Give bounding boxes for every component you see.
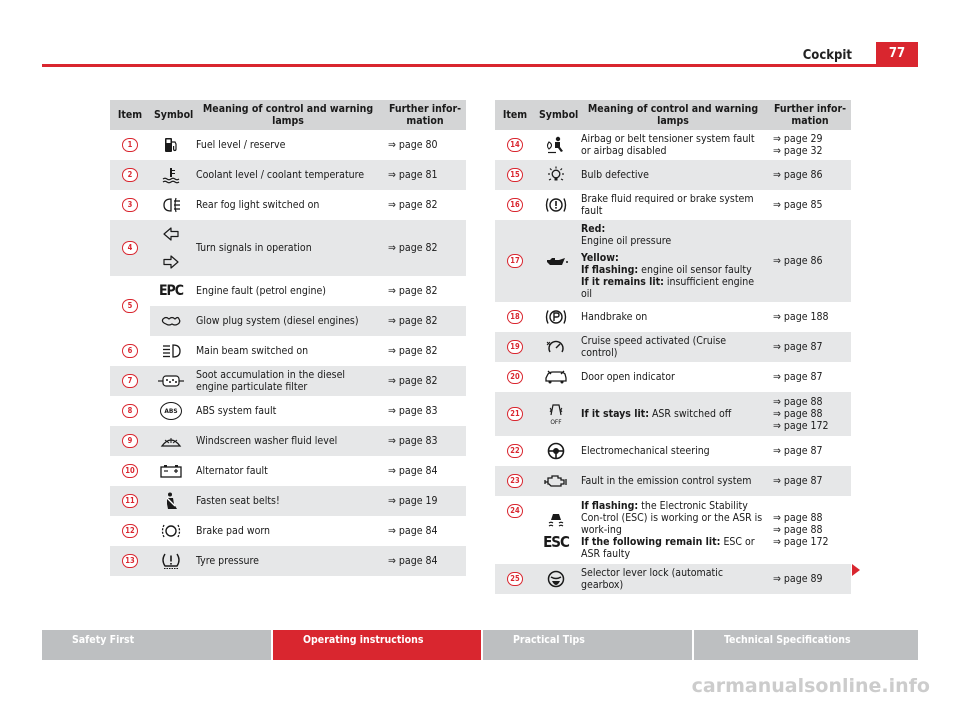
table-row [495,564,851,594]
brake-system-icon [544,196,568,214]
page-ref: ⇒ page 87 [773,341,823,353]
item-number: 24 [507,504,523,518]
red-text: Engine oil pressure [581,235,672,247]
item-number: 5 [122,299,138,313]
epc-icon: EPC [158,282,184,299]
table-row [495,392,851,436]
warning-lamps-table-left [110,100,466,576]
table-row [110,456,466,486]
page-ref: ⇒ page 83 [388,405,438,417]
item-number: 10 [122,464,138,478]
item-number: 1 [122,138,138,152]
emission-icon [544,473,568,489]
table-row [495,332,851,362]
warning-lamps-table-right [495,100,851,594]
footer-tab-specs[interactable]: Technical Specifications [694,630,918,660]
brake-pad-icon [160,523,182,539]
item-number: 23 [507,474,523,488]
stays-label: If it stays lit: [581,408,649,420]
col-meaning: Meaning of control and warning lamps [192,100,384,130]
table-row [495,302,851,332]
item-number: 25 [507,572,523,586]
glow-plug-icon [161,315,181,327]
table-row [495,220,851,250]
steering-icon [546,442,566,460]
page-ref: ⇒ page 89 [773,573,823,585]
item-number: 16 [507,198,523,212]
item-number: 8 [122,404,138,418]
page-ref: ⇒ page 87 [773,475,823,487]
meaning-text: Coolant level / coolant temperature [192,160,384,190]
asr-off-text: OFF [550,417,562,426]
page-ref: ⇒ page 29 [773,133,823,145]
yellow-label: Yellow: [581,252,619,264]
item-number: 17 [507,254,523,268]
page-ref: ⇒ page 83 [388,435,438,447]
page-ref: ⇒ page 88 [773,396,823,408]
meaning-text: Tyre pressure [192,546,384,576]
page-ref: ⇒ page 81 [388,169,438,181]
item-number: 4 [122,241,138,255]
table-row [110,306,466,336]
seat-belt-icon [163,492,179,510]
meaning-text: Brake pad worn [196,525,271,537]
abs-icon [160,402,182,420]
item-number: 3 [122,198,138,212]
selector-lever-icon [546,570,566,588]
meaning-text: Rear fog light switched on [196,199,320,211]
page-ref: ⇒ page 82 [388,199,438,211]
page-ref: ⇒ page 188 [773,311,829,323]
page-ref: ⇒ page 19 [388,495,438,507]
item-number: 7 [122,374,138,388]
meaning-text: Windscreen washer fluid level [192,426,384,456]
flash-text: engine oil sensor faulty [641,264,752,276]
flash-label: If flashing: [581,500,639,512]
col-item: Item [110,100,150,130]
particulate-filter-icon [158,375,184,387]
col-item: Item [495,100,535,130]
table-row [110,276,466,306]
cruise-control-icon [545,339,567,355]
table-row [495,496,851,564]
item-number: 9 [122,434,138,448]
meaning-text: Alternator fault [196,465,268,477]
item-number: 22 [507,444,523,458]
page-ref: ⇒ page 87 [773,371,823,383]
col-further: Further infor-mation [769,100,851,130]
meaning-text: Cruise speed activated (Cruise control) [577,332,769,362]
item-number: 2 [122,168,138,182]
col-meaning: Meaning of control and warning lamps [577,100,769,130]
item-number: 15 [507,168,523,182]
col-further: Further infor-mation [384,100,466,130]
table-row [110,366,466,396]
red-label: Red: [581,223,606,235]
table-row [110,160,466,190]
item-number: 6 [122,344,138,358]
meaning-text: Fault in the emission control system [577,466,769,496]
asr-off-icon [546,403,566,417]
page-ref: ⇒ page 88 [773,408,823,420]
item-number: 18 [507,310,523,324]
meaning-text: Glow plug system (diesel engines) [192,306,384,336]
meaning-text: Main beam switched on [196,345,309,357]
page-ref: ⇒ page 88 [773,524,823,536]
item-number: 20 [507,370,523,384]
meaning-text: ABS system fault [196,405,277,417]
meaning-text: Fuel level / reserve [196,139,286,151]
battery-icon [160,464,182,478]
esc-text: ESC [543,533,569,551]
item-number: 12 [122,524,138,538]
handbrake-icon [544,308,568,326]
col-symbol: Symbol [535,100,577,130]
meaning-text: Handbrake on [581,311,648,323]
meaning-text: Turn signals in operation [192,220,384,276]
main-beam-icon [160,344,182,358]
page-ref: ⇒ page 82 [388,242,438,254]
table-row [495,190,851,220]
page-ref: ⇒ page 86 [773,255,823,267]
page-ref: ⇒ page 84 [388,465,438,477]
flash-label: If flashing: [581,264,639,276]
continue-arrow-icon [852,564,860,576]
meaning-text: Fasten seat belts! [192,486,384,516]
item-number: 13 [122,554,138,568]
page-ref: ⇒ page 82 [388,375,438,387]
table-row [110,336,466,366]
table-row [110,546,466,576]
page-ref: ⇒ page 88 [773,512,823,524]
col-symbol: Symbol [150,100,192,130]
table-row [110,130,466,160]
abs-icon-text: ABS [164,407,178,415]
page-ref: ⇒ page 84 [388,525,438,537]
section-title: Cockpit [802,48,852,63]
rear-fog-icon [160,197,182,213]
esc-icon [546,512,566,528]
footer-tab-tips[interactable]: Practical Tips [483,630,692,660]
table-row [110,190,466,220]
item-number: 11 [122,494,138,508]
remain-label: If the following remain lit: [581,536,721,548]
washer-fluid-icon [160,434,182,448]
flash-text: the Electronic Stability Con-trol (ESC) is working or the ASR is work-ing [581,500,763,536]
page-ref: ⇒ page 85 [773,199,823,211]
meaning-text: Airbag or belt tensioner system fault or airbag disabled [581,133,755,157]
table-row [110,396,466,426]
oil-can-icon [543,255,569,267]
table-row [110,220,466,276]
meaning-text: Soot accumulation in the diesel engine particulate filter [192,366,384,396]
header-rule [42,64,918,67]
page-ref: ⇒ page 80 [388,139,438,151]
meaning-text: Electromechanical steering [581,445,710,457]
page-ref: ⇒ page 87 [773,445,823,457]
table-row [495,160,851,190]
item-number: 21 [507,407,523,421]
coolant-icon [161,167,181,183]
page-ref: ⇒ page 82 [388,285,438,297]
item-number: 19 [507,340,523,354]
table-row [110,426,466,456]
table-row [110,486,466,516]
table-row [495,436,851,466]
bulb-icon [545,166,567,184]
meaning-text: Brake fluid required or brake system fault [581,193,754,217]
turn-signal-icon [162,226,180,270]
page-ref: ⇒ page 172 [773,536,829,548]
fuel-icon [164,137,178,153]
table-row [495,466,851,496]
table-row [110,516,466,546]
meaning-text: Engine fault (petrol engine) [196,285,326,297]
remain-label: If it remains lit: [581,276,664,288]
airbag-icon [545,136,567,154]
meaning-text: Selector lever lock (automatic gearbox) [577,564,769,594]
meaning-text: Door open indicator [581,371,675,383]
page-ref: ⇒ page 32 [773,145,823,157]
page-ref: ⇒ page 172 [773,420,829,432]
meaning-text: Bulb defective [577,160,769,190]
page-number: 77 [876,42,918,66]
remain-text: ESC or ASR faulty [581,536,755,560]
page-ref: ⇒ page 84 [388,555,438,567]
item-number: 14 [507,138,523,152]
table-row [495,362,851,392]
footer-tab-safety[interactable]: Safety First [42,630,271,660]
page-ref: ⇒ page 82 [388,315,438,327]
tyre-pressure-icon [160,552,182,570]
page-ref: ⇒ page 86 [773,169,823,181]
page-ref: ⇒ page 82 [388,345,438,357]
stays-text: ASR switched off [651,408,732,420]
door-open-icon [544,370,568,384]
remain-text: insufficient engine oil [581,276,755,300]
footer-tab-operating[interactable]: Operating instructions [273,630,481,660]
table-row [495,130,851,160]
watermark: carmanualsonline.info [691,675,930,697]
